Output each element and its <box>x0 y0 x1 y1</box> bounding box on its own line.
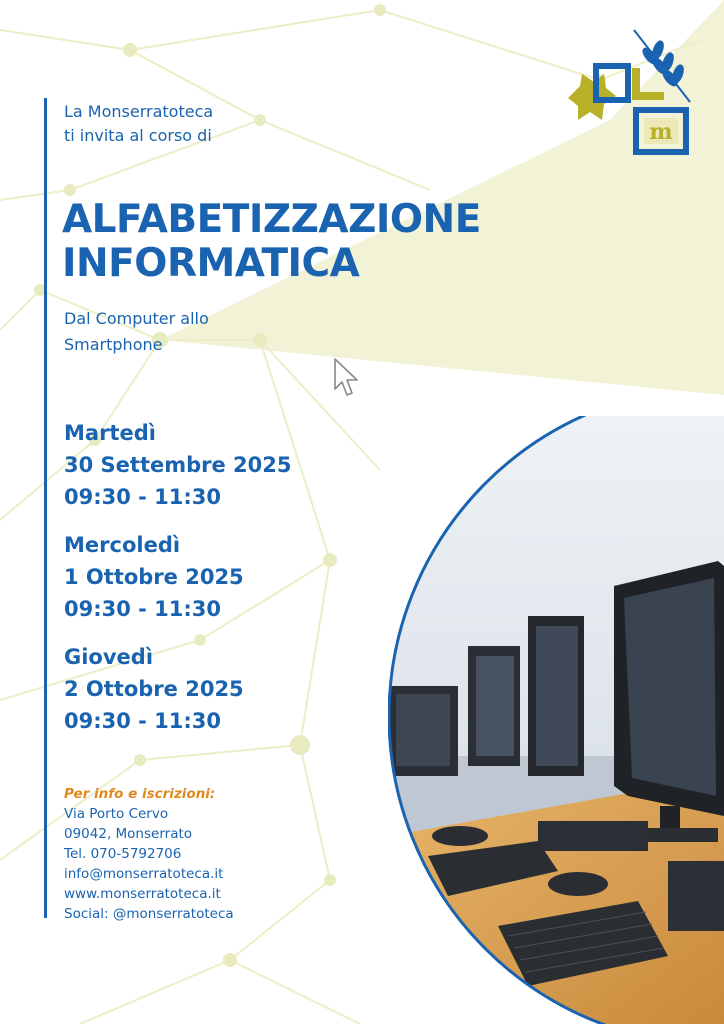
contact-website: www.monserratoteca.it <box>64 886 221 902</box>
course-subtitle-line-2: Smartphone <box>64 335 163 354</box>
schedule-item <box>64 417 292 513</box>
mouse-pointer-icon <box>333 357 361 401</box>
intro-line-1: La Monserratoteca <box>64 102 214 121</box>
schedule-time: 09:30 - 11:30 <box>64 597 222 621</box>
contact-heading: Per info e iscrizioni: <box>64 786 216 802</box>
contact-phone: Tel. 070-5792706 <box>64 846 182 862</box>
schedule-day: Mercoledì <box>64 533 181 557</box>
schedule-day: Martedì <box>64 421 156 445</box>
schedule-time: 09:30 - 11:30 <box>64 709 222 733</box>
course-subtitle <box>64 306 209 358</box>
schedule-day: Giovedì <box>64 645 154 669</box>
schedule <box>64 417 292 753</box>
schedule-time: 09:30 - 11:30 <box>64 485 222 509</box>
schedule-item <box>64 641 292 737</box>
schedule-item <box>64 529 292 625</box>
course-title <box>62 198 481 286</box>
intro-line-2: ti invita al corso di <box>64 126 212 145</box>
left-accent-bar <box>44 98 47 918</box>
course-subtitle-line-1: Dal Computer allo <box>64 309 209 328</box>
course-title-line-1: ALFABETIZZAZIONE <box>62 197 481 242</box>
contact-info <box>64 784 234 924</box>
schedule-date: 2 Ottobre 2025 <box>64 677 244 701</box>
schedule-date: 30 Settembre 2025 <box>64 453 292 477</box>
contact-city: 09042, Monserrato <box>64 826 193 842</box>
svg-text:m: m <box>649 119 673 145</box>
computer-lab-photo <box>388 416 724 1024</box>
monserratoteca-logo <box>562 26 702 158</box>
course-title-line-2: INFORMATICA <box>62 241 360 286</box>
contact-social: Social: @monserratoteca <box>64 906 234 922</box>
contact-address: Via Porto Cervo <box>64 806 169 822</box>
intro-text <box>64 100 213 148</box>
schedule-date: 1 Ottobre 2025 <box>64 565 244 589</box>
contact-email: info@monserratoteca.it <box>64 866 224 882</box>
